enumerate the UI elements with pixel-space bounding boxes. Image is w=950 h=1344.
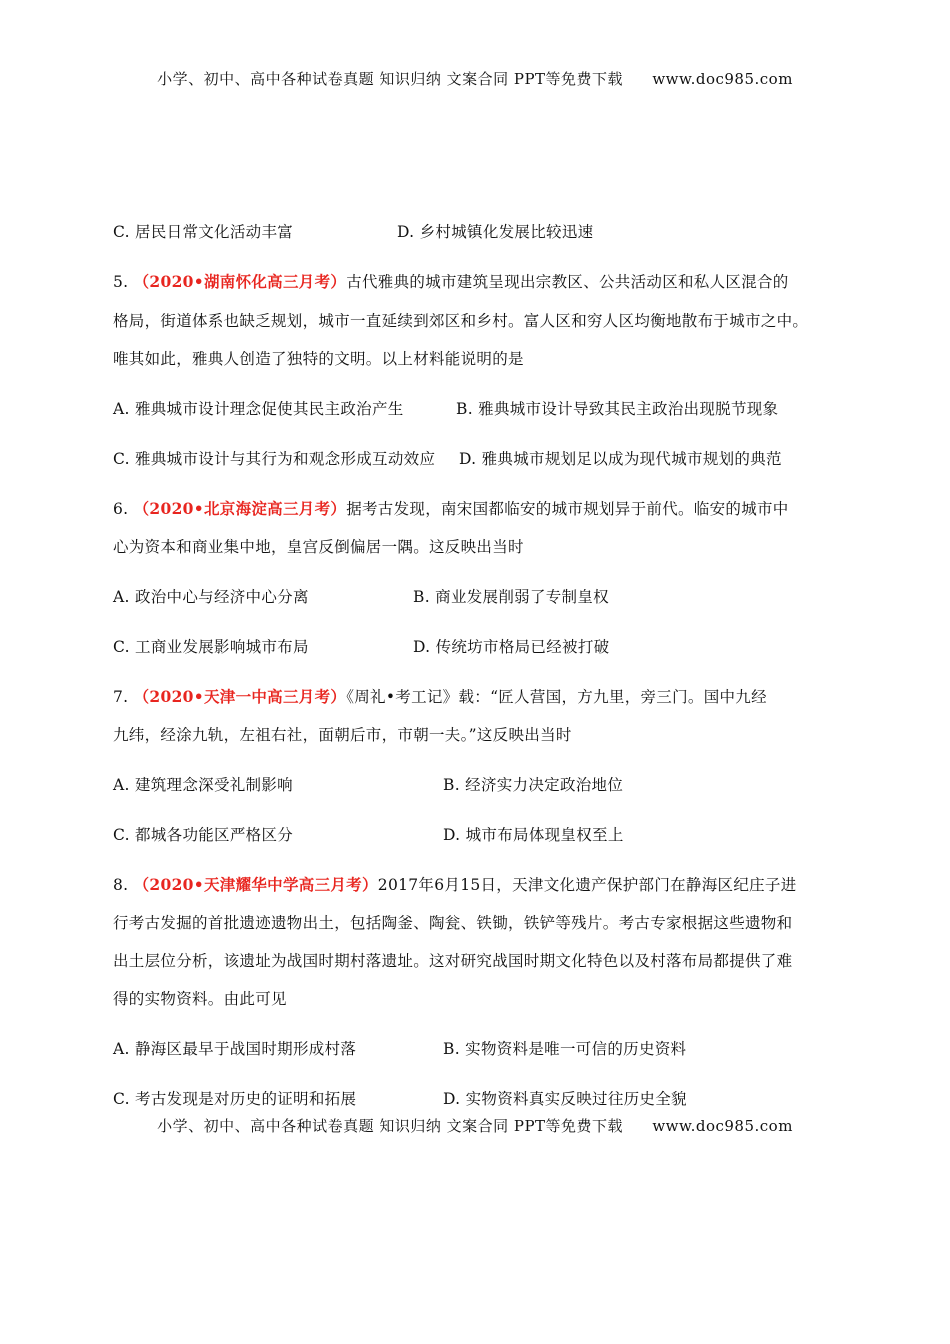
option-a: A. 政治中心与经济中心分离 (113, 588, 309, 606)
option-b: B. 雅典城市设计导致其民主政治出现脱节现象 (456, 400, 779, 418)
question-number: 8. (113, 876, 129, 894)
option-c: C. 考古发现是对历史的证明和拓展 (113, 1090, 357, 1108)
page-header (0, 68, 950, 89)
option-a: A. 静海区最早于战国时期形成村落 (113, 1040, 357, 1058)
option-c: C. 雅典城市设计与其行为和观念形成互动效应 (113, 450, 436, 468)
option-b: B. 实物资料是唯一可信的历史资料 (443, 1040, 687, 1058)
question-text: 《周礼•考工记》载：“匠人营国，方九里，旁三门。国中九经 (346, 688, 767, 706)
question-8 (113, 873, 797, 895)
question-text-line: 得的实物资料。由此可见 (113, 990, 287, 1008)
question-text: 2017年6月15日，天津文化遗产保护部门在静海区纪庄子进 (377, 876, 797, 894)
question-source: （2020•天津耀华中学高三月考） (133, 875, 378, 894)
option-d: D. 实物资料真实反映过往历史全貌 (443, 1090, 687, 1108)
question-text-line: 心为资本和商业集中地，皇宫反倒偏居一隅。这反映出当时 (113, 538, 524, 556)
question-text-line: 行考古发掘的首批遗迹遗物出土，包括陶釜、陶瓮、铁锄，铁铲等残片。考古专家根据这些遗物和 (113, 914, 793, 932)
option-c: C. 工商业发展影响城市布局 (113, 638, 309, 656)
question-source: （2020•天津一中高三月考） (133, 687, 347, 706)
option-c: C. 居民日常文化活动丰富 (113, 223, 294, 241)
question-source: （2020•北京海淀高三月考） (133, 499, 347, 518)
page-footer (0, 1115, 950, 1136)
question-6 (113, 497, 789, 519)
footer-text: 小学、初中、高中各种试卷真题 知识归纳 文案合同 PPT等免费下载 (157, 1117, 624, 1135)
question-number: 7. (113, 688, 129, 706)
question-text: 古代雅典的城市建筑呈现出宗教区、公共活动区和私人区混合的 (346, 273, 789, 291)
option-d: D. 雅典城市规划足以成为现代城市规划的典范 (459, 450, 782, 468)
option-b: B. 商业发展削弱了专制皇权 (413, 588, 609, 606)
option-a: A. 建筑理念深受礼制影响 (113, 776, 293, 794)
question-number: 6. (113, 500, 129, 518)
question-7 (113, 685, 767, 707)
option-b: B. 经济实力决定政治地位 (443, 776, 624, 794)
question-number: 5. (113, 273, 129, 291)
header-text: 小学、初中、高中各种试卷真题 知识归纳 文案合同 PPT等免费下载 (157, 70, 624, 88)
option-a: A. 雅典城市设计理念促使其民主政治产生 (113, 400, 404, 418)
question-text-line: 唯其如此，雅典人创造了独特的文明。以上材料能说明的是 (113, 350, 524, 368)
option-d: D. 城市布局体现皇权至上 (443, 826, 624, 844)
option-c: C. 都城各功能区严格区分 (113, 826, 294, 844)
question-text-line: 格局，街道体系也缺乏规划，城市一直延续到郊区和乡村。富人区和穷人区均衡地散布于城市之中。 (113, 312, 809, 330)
question-text: 据考古发现，南宋国都临安的城市规划异于前代。临安的城市中 (346, 500, 789, 518)
header-site[interactable]: www.doc985.com (652, 70, 793, 88)
question-source: （2020•湖南怀化高三月考） (133, 272, 347, 291)
option-d: D. 乡村城镇化发展比较迅速 (397, 223, 594, 241)
option-d: D. 传统坊市格局已经被打破 (413, 638, 610, 656)
footer-site[interactable]: www.doc985.com (652, 1117, 793, 1135)
question-text-line: 出土层位分析，该遗址为战国时期村落遗址。这对研究战国时期文化特色以及村落布局都提供了难 (113, 952, 793, 970)
question-5 (113, 270, 789, 292)
question-text-line: 九纬，经涂九轨，左祖右社，面朝后市，市朝一夫。”这反映出当时 (113, 726, 572, 744)
